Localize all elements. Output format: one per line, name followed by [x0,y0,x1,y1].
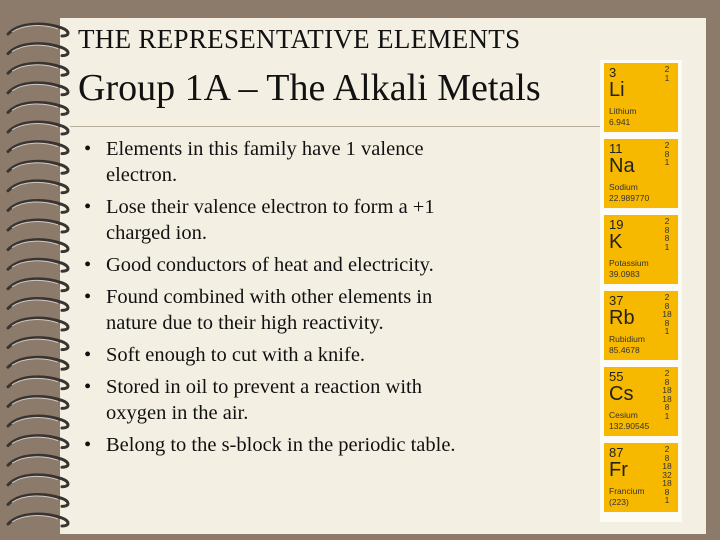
element-symbol: Fr [609,459,628,481]
element-symbol: Rb [609,307,635,329]
shell-count: 1 [664,410,670,421]
electron-shells [661,293,673,336]
shell-count: 18 [662,478,672,488]
slide-subtitle: Group 1A – The Alkali Metals [78,67,541,109]
shell-count: 8 [664,402,670,412]
shell-count: 1 [664,157,670,167]
shell-count: 32 [662,469,672,480]
bullet-item: • Found combined with other elements in nature due to their high reactivity. [78,284,478,336]
shell-count: 8 [664,148,670,159]
element-symbol: K [609,231,623,253]
element-tile-fr [604,443,678,512]
electron-shells [661,141,673,167]
electron-shells [661,217,673,251]
shell-count: 8 [664,452,670,463]
atomic-number: 3 [609,65,617,80]
atomic-number: 11 [609,141,623,156]
bullet-item: • Good conductors of heat and electricity. [78,252,478,278]
element-tile-li [604,63,678,132]
element-tile-rb [604,291,678,360]
atomic-mass: (223) [609,497,629,507]
shell-count: 2 [664,140,670,150]
shell-count: 8 [664,376,670,387]
shell-count: 1 [664,326,670,336]
electron-shells [661,445,673,505]
shell-count: 8 [664,317,670,328]
atomic-number: 37 [609,293,624,308]
element-name: Rubidium [609,334,645,344]
atomic-mass: 85.4678 [609,345,640,355]
shell-count: 2 [664,64,670,74]
element-name: Potassium [609,258,649,268]
shell-count: 2 [664,292,670,302]
spiral-binding [0,18,90,534]
electron-shells [661,369,673,420]
element-symbol: Cs [609,383,634,405]
bullet-item: • Lose their valence electron to form a +1 charged ion. [78,194,478,246]
atomic-number: 87 [609,445,624,460]
shell-count: 1 [664,241,670,252]
electron-shells [661,65,673,82]
shell-count: 8 [664,300,670,311]
title-divider [70,126,600,127]
element-tile-na [604,139,678,208]
shell-count: 2 [664,216,670,226]
atomic-mass: 6.941 [609,117,631,127]
bullet-item: • Elements in this family have 1 valence electron. [78,136,478,188]
shell-count: 18 [662,393,672,404]
shell-count: 8 [664,233,670,243]
shell-count: 2 [664,444,670,454]
atomic-number: 19 [609,217,624,232]
atomic-mass: 132.90545 [609,421,650,431]
element-name: Cesium [609,410,638,420]
shell-count: 2 [664,368,670,378]
slide-title: THE REPRESENTATIVE ELEMENTS [78,24,521,54]
atomic-mass: 22.989770 [609,193,650,203]
shell-count: 1 [664,495,670,505]
atomic-mass: 39.0983 [609,269,640,279]
element-name: Sodium [609,182,638,192]
shell-count: 18 [662,385,672,395]
bullet-item: • Belong to the s-block in the periodic table. [78,432,478,458]
bullet-item: • Soft enough to cut with a knife. [78,342,478,368]
element-name: Lithium [609,106,637,116]
element-name: Francium [609,486,645,496]
atomic-number: 55 [609,369,624,384]
bullet-item: • Stored in oil to prevent a reaction with oxygen in the air. [78,374,478,426]
element-symbol: Li [609,79,625,101]
shell-count: 1 [664,72,670,83]
shell-count: 8 [664,486,670,497]
bullet-list [78,136,478,464]
shell-count: 18 [662,309,672,319]
element-tile-k [604,215,678,284]
element-symbol: Na [609,155,635,177]
shell-count: 8 [664,224,670,235]
element-tile-cs [604,367,678,436]
shell-count: 18 [662,461,672,471]
